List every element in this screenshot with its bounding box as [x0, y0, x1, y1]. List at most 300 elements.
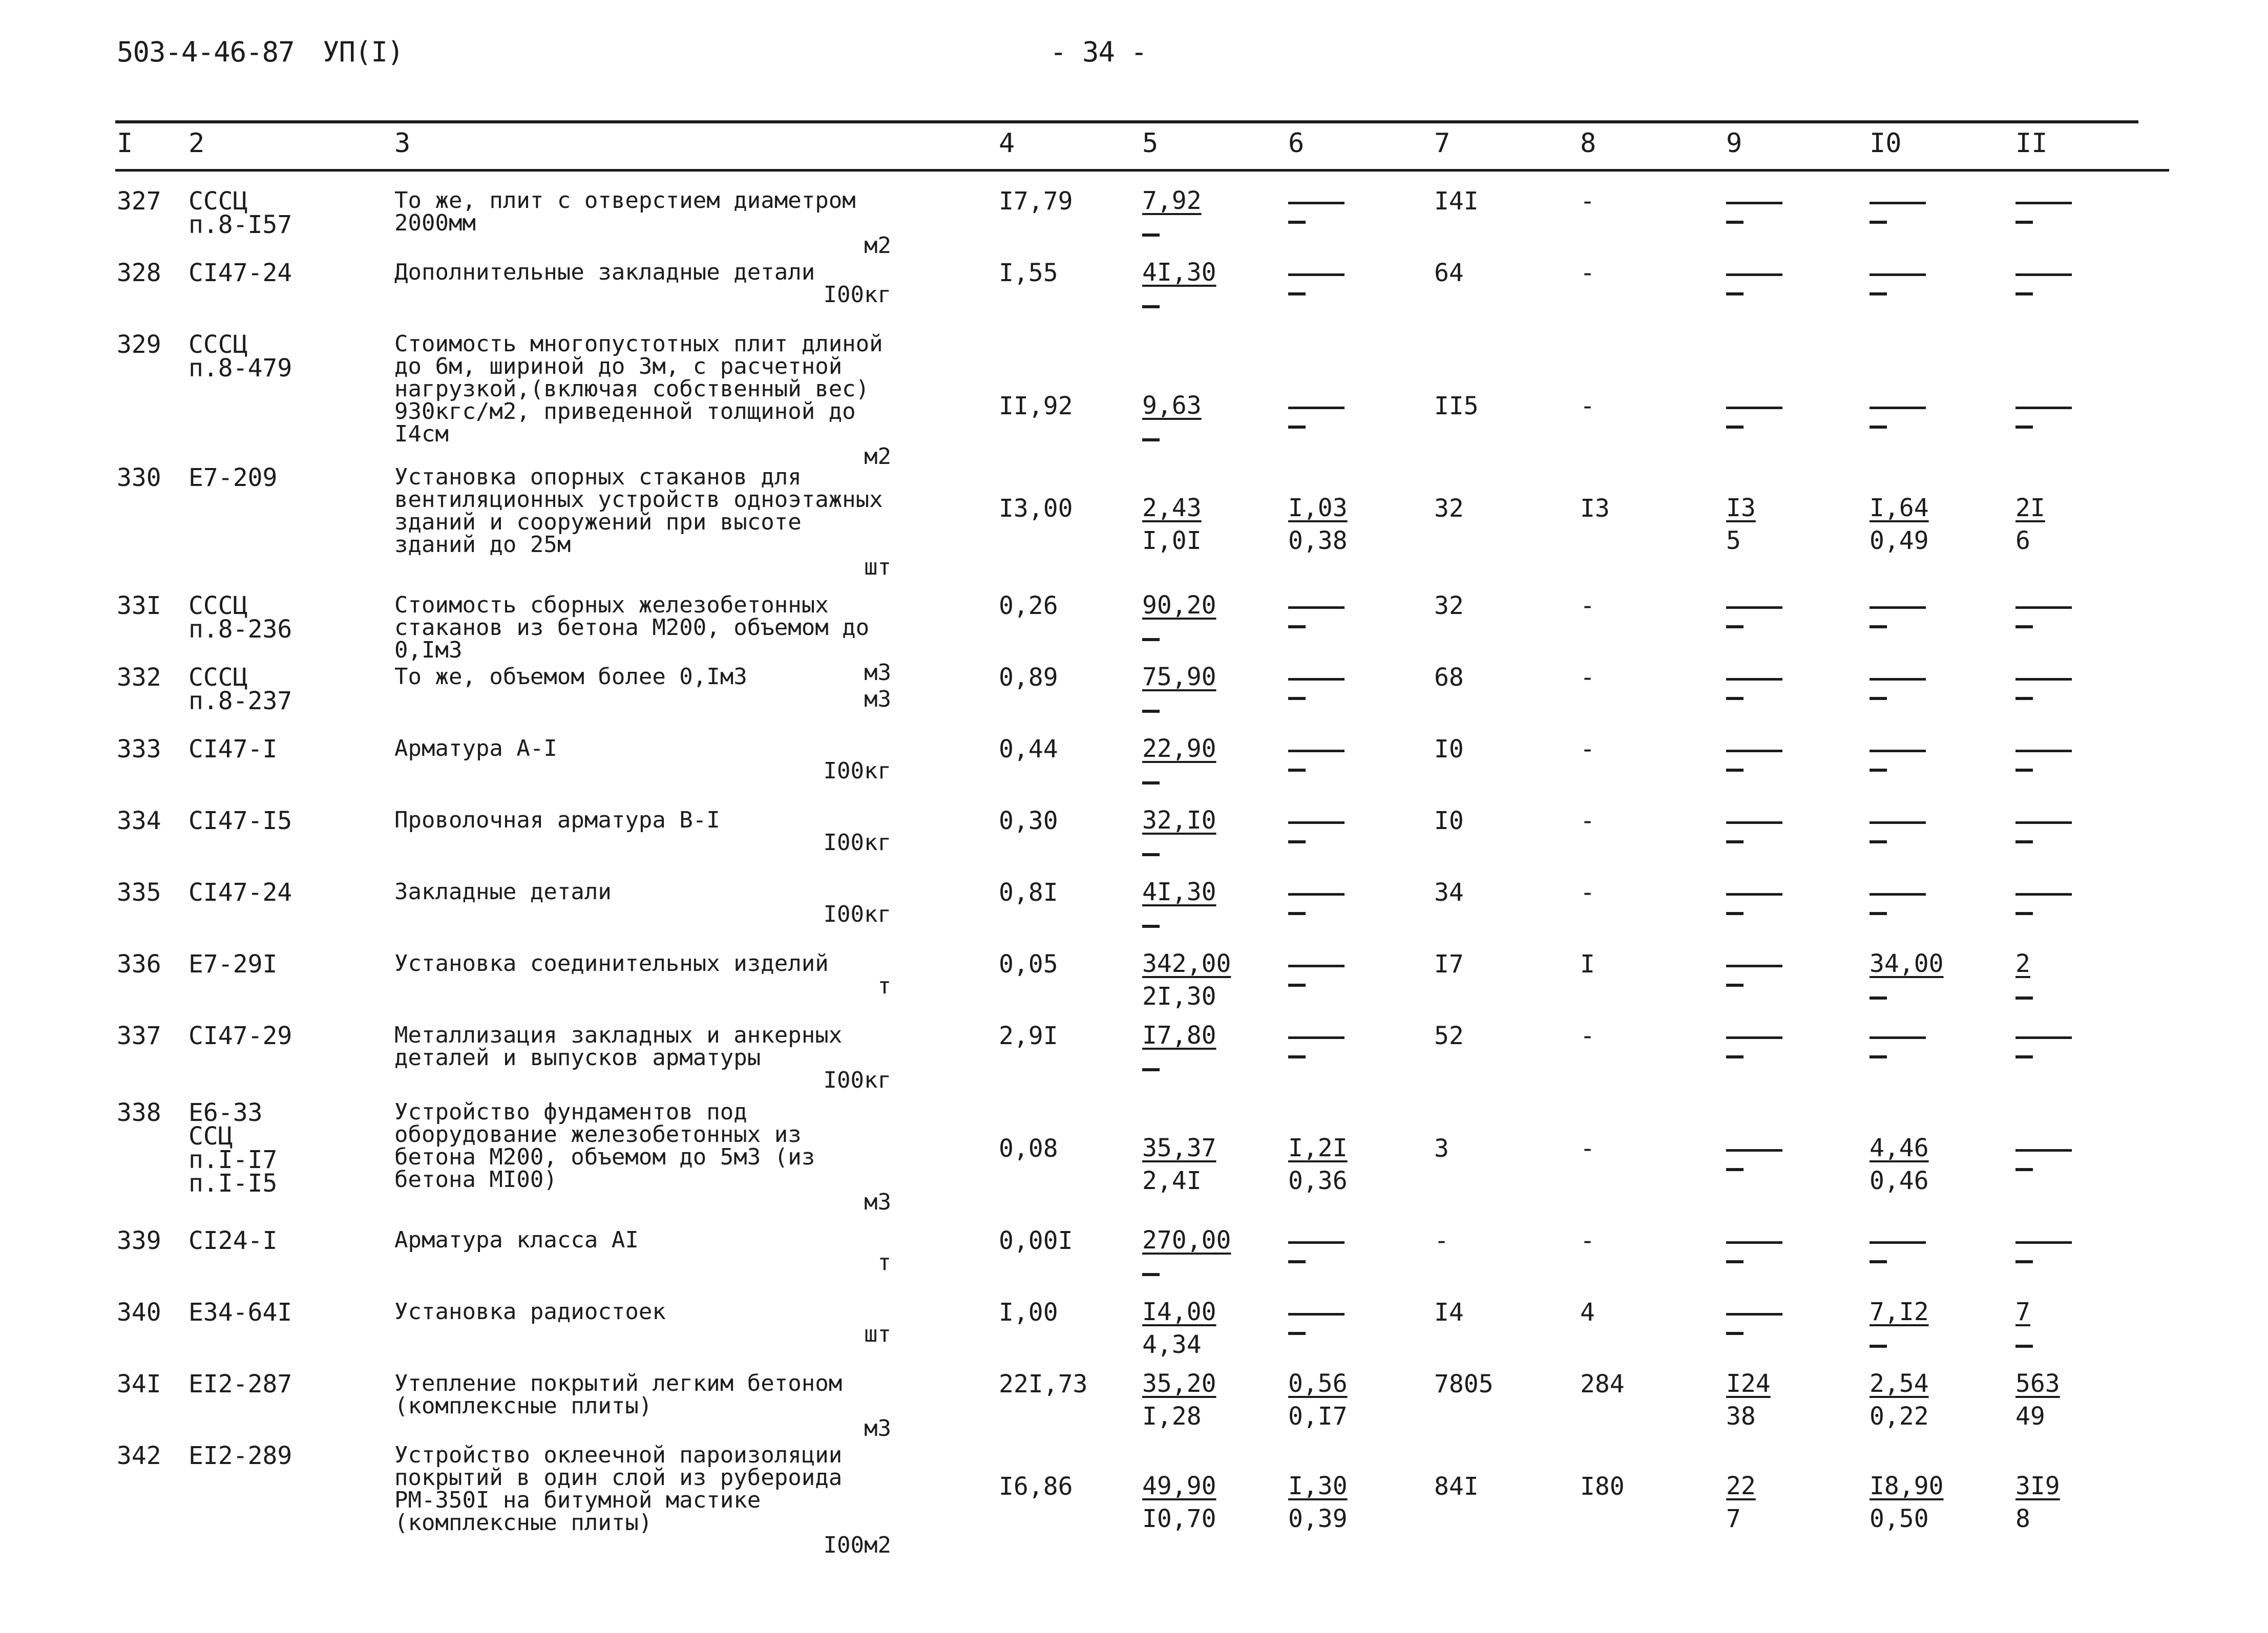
unit-cost-top: 22,90 — [1142, 734, 1216, 763]
wages-value: - — [1580, 663, 1595, 692]
machine-cost-bottom: 38 — [1726, 1402, 1756, 1431]
operation-cost-top — [1288, 389, 1345, 409]
unit-cost-top: 4I,30 — [1142, 258, 1216, 287]
total-labor — [2015, 256, 2072, 309]
description-text: Дополнительные закладные детали — [394, 259, 815, 285]
work-description — [394, 737, 896, 782]
machine-cost-top — [1726, 389, 1782, 409]
total-cost: 3 — [1434, 1134, 1449, 1163]
labor-cost-bottom — [1870, 896, 1926, 928]
total-labor — [2015, 1019, 2072, 1072]
machine-cost-top — [1726, 1296, 1782, 1316]
machine-cost-bottom — [1726, 276, 1782, 309]
measure-unit: м2 — [864, 443, 891, 470]
unit-cost-bottom — [1142, 908, 1216, 941]
unit-cost — [1142, 661, 1216, 726]
machine-cost — [1726, 1019, 1782, 1072]
work-description — [394, 466, 896, 579]
operation-cost — [1288, 184, 1345, 237]
rate-code: CI47-24 — [188, 878, 292, 907]
labor-cost — [1870, 804, 1926, 857]
labor-cost-bottom: 0,50 — [1870, 1504, 1929, 1533]
machine-cost-bottom — [1726, 609, 1782, 642]
machine-cost-bottom — [1726, 204, 1782, 237]
total-labor-bottom — [2015, 752, 2072, 785]
description-text: Установка радиостоек — [394, 1299, 666, 1325]
unit-cost-bottom: 2I,30 — [1142, 982, 1216, 1011]
unit-cost-bottom — [1142, 289, 1216, 322]
labor-cost — [1870, 1224, 1926, 1277]
machine-cost-bottom: 7 — [1726, 1504, 1741, 1533]
total-labor-bottom — [2015, 1039, 2072, 1072]
measure-unit: м3 — [864, 686, 891, 712]
operation-cost-top: 0,56 — [1288, 1369, 1348, 1398]
operation-cost — [1288, 256, 1345, 309]
operation-cost — [1288, 589, 1345, 642]
labor-cost-bottom — [1870, 204, 1926, 237]
column-number: 2 — [188, 128, 205, 159]
machine-cost-top — [1726, 1132, 1782, 1152]
labor-cost-top: 2,54 — [1870, 1369, 1929, 1398]
total-labor-bottom — [2015, 824, 2072, 857]
unit-cost — [1142, 947, 1231, 1013]
labor-cost — [1870, 876, 1926, 928]
machine-cost-top — [1726, 1224, 1782, 1244]
machine-cost — [1726, 661, 1782, 713]
quantity-value: I3,00 — [999, 494, 1073, 523]
operation-cost-bottom — [1288, 896, 1345, 928]
operation-cost-top — [1288, 947, 1345, 967]
operation-cost — [1288, 1132, 1348, 1197]
operation-cost-top: I,2I — [1288, 1134, 1348, 1162]
total-cost: 52 — [1434, 1022, 1464, 1050]
operation-cost-bottom: 0,36 — [1288, 1167, 1348, 1195]
total-labor-bottom — [2015, 1244, 2072, 1277]
description-text: Арматура класса АI — [394, 1227, 639, 1253]
wages-value: - — [1580, 187, 1595, 216]
wages-value: - — [1580, 1022, 1595, 1050]
total-cost: 32 — [1434, 591, 1464, 620]
machine-cost — [1726, 1132, 1782, 1184]
operation-cost — [1288, 1296, 1345, 1348]
unit-cost — [1142, 1367, 1216, 1433]
rate-code: Е34-64I — [188, 1298, 292, 1327]
labor-cost-bottom: 0,46 — [1870, 1167, 1929, 1195]
total-cost: 7805 — [1434, 1370, 1494, 1398]
labor-cost-bottom — [1870, 980, 1944, 1013]
rate-code: СССЦ п.8-479 — [188, 330, 292, 383]
unit-cost-top: 35,20 — [1142, 1369, 1216, 1398]
unit-cost-top: 342,00 — [1142, 949, 1231, 978]
total-labor-bottom — [2015, 609, 2072, 642]
unit-cost-top: 270,00 — [1142, 1226, 1231, 1255]
operation-cost-bottom — [1288, 752, 1345, 785]
unit-cost-top: 90,20 — [1142, 591, 1216, 620]
total-labor — [2015, 1296, 2062, 1361]
row-number: 334 — [117, 807, 161, 835]
total-labor — [2015, 876, 2072, 928]
row-number: 342 — [117, 1441, 161, 1470]
total-labor-bottom — [2015, 1152, 2072, 1184]
measure-unit: шт — [864, 554, 891, 580]
total-labor-top — [2015, 389, 2072, 409]
section-code: УП(I) — [323, 36, 404, 68]
wages-value: I — [1580, 950, 1595, 979]
row-number: 34I — [117, 1370, 161, 1398]
operation-cost-top — [1288, 184, 1345, 204]
machine-cost — [1726, 1224, 1782, 1277]
total-cost: I4 — [1434, 1298, 1464, 1327]
operation-cost-bottom — [1288, 409, 1345, 442]
description-text: Установка опорных стаканов для вентиляционных устройств одноэтажных зданий и сооружений при высоте зданий до 25м — [394, 464, 883, 558]
unit-cost-bottom — [1142, 765, 1216, 798]
quantity-value: 0,8I — [999, 878, 1058, 907]
total-cost: 84I — [1434, 1472, 1479, 1501]
row-number: 333 — [117, 735, 161, 764]
total-labor-bottom — [2015, 409, 2072, 442]
labor-cost-bottom — [1870, 681, 1926, 713]
operation-cost-bottom: 0,38 — [1288, 526, 1348, 555]
labor-cost-bottom — [1870, 752, 1926, 785]
labor-cost — [1870, 661, 1926, 713]
document-code: 503-4-46-87 — [117, 36, 295, 68]
description-text: Закладные детали — [394, 879, 612, 905]
labor-cost — [1870, 492, 1929, 557]
rate-code: Е7-29I — [188, 950, 278, 979]
measure-unit: м3 — [864, 1415, 891, 1441]
row-number: 33I — [117, 591, 161, 620]
work-description — [394, 261, 896, 306]
machine-cost — [1726, 256, 1782, 309]
quantity-value: 0,08 — [999, 1134, 1058, 1163]
total-labor — [2015, 947, 2062, 1013]
rate-code: CI47-I — [188, 735, 278, 764]
machine-cost-bottom — [1726, 681, 1782, 713]
machine-cost-top — [1726, 661, 1782, 681]
operation-cost-top — [1288, 1296, 1345, 1316]
total-labor — [2015, 661, 2072, 713]
rate-code: CI47-I5 — [188, 807, 292, 835]
machine-cost-top: I3 — [1726, 494, 1756, 522]
total-labor-top — [2015, 1224, 2072, 1244]
column-number: 8 — [1580, 128, 1597, 159]
rate-code: ЕI2-287 — [188, 1370, 292, 1398]
labor-cost-top — [1870, 389, 1926, 409]
page-number: - 34 - — [1050, 36, 1147, 68]
quantity-value: 0,89 — [999, 663, 1058, 692]
operation-cost-top — [1288, 1224, 1345, 1244]
total-labor-top: 7 — [2015, 1298, 2030, 1326]
total-labor-top — [2015, 256, 2072, 276]
quantity-value: I,55 — [999, 259, 1058, 287]
labor-cost-top: 34,00 — [1870, 949, 1944, 978]
total-labor-bottom — [2015, 204, 2072, 237]
labor-cost — [1870, 947, 1944, 1013]
description-text: Стоимость сборных железобетонных стаканов из бетона М200, объемом до 0,Iм3 — [394, 592, 870, 663]
machine-cost-bottom — [1726, 1152, 1782, 1184]
machine-cost-top — [1726, 947, 1782, 967]
labor-cost-top — [1870, 804, 1926, 824]
machine-cost-bottom — [1726, 967, 1782, 1000]
labor-cost — [1870, 1132, 1929, 1197]
description-text: Проволочная арматура В-I — [394, 807, 720, 833]
work-description — [394, 809, 896, 854]
wages-value: - — [1580, 878, 1595, 907]
labor-cost — [1870, 389, 1926, 442]
total-labor — [2015, 184, 2072, 237]
wages-value: 284 — [1580, 1370, 1625, 1398]
total-labor-top — [2015, 589, 2072, 609]
labor-cost-bottom — [1870, 609, 1926, 642]
work-description — [394, 189, 896, 257]
machine-cost-bottom: 5 — [1726, 526, 1741, 555]
operation-cost — [1288, 661, 1345, 713]
machine-cost — [1726, 804, 1782, 857]
operation-cost-bottom — [1288, 609, 1345, 642]
quantity-value: II,92 — [999, 392, 1073, 420]
labor-cost — [1870, 184, 1926, 237]
unit-cost — [1142, 492, 1202, 557]
labor-cost-bottom: 0,49 — [1870, 526, 1929, 555]
description-text: Утепление покрытий легким бетоном (комплексные плиты) — [394, 1370, 843, 1419]
labor-cost-bottom — [1870, 1244, 1926, 1277]
work-description — [394, 952, 896, 998]
unit-cost — [1142, 1296, 1216, 1361]
rate-code: Е7-209 — [188, 463, 278, 492]
unit-cost — [1142, 804, 1216, 869]
unit-cost — [1142, 184, 1202, 250]
total-labor-bottom — [2015, 980, 2062, 1013]
description-text: Установка соединительных изделий — [394, 950, 829, 977]
description-text: Устройство фундаментов под оборудование железобетонных из бетона М200, объемом до 5м3 (из бетона МI00) — [394, 1099, 815, 1193]
quantity-value: 0,44 — [999, 735, 1058, 764]
labor-cost-bottom — [1870, 409, 1926, 442]
machine-cost-top: 22 — [1726, 1472, 1756, 1500]
machine-cost — [1726, 589, 1782, 642]
unit-cost — [1142, 256, 1216, 322]
total-labor-top — [2015, 1019, 2072, 1039]
total-labor-bottom: 6 — [2015, 526, 2030, 555]
row-number: 337 — [117, 1022, 161, 1050]
row-number: 330 — [117, 463, 161, 492]
machine-cost — [1726, 492, 1772, 557]
measure-unit: т — [877, 1249, 891, 1276]
unit-cost — [1142, 1224, 1231, 1289]
operation-cost-top — [1288, 876, 1345, 896]
machine-cost-top — [1726, 589, 1782, 609]
labor-cost-top — [1870, 589, 1926, 609]
unit-cost-bottom — [1142, 422, 1202, 455]
total-cost: I7 — [1434, 950, 1464, 979]
operation-cost — [1288, 492, 1348, 557]
machine-cost-bottom — [1726, 752, 1782, 785]
description-text: Металлизация закладных и анкерных деталей и выпусков арматуры — [394, 1022, 843, 1071]
wages-value: I3 — [1580, 494, 1610, 523]
total-cost: I0 — [1434, 807, 1464, 835]
work-description — [394, 881, 896, 926]
work-description — [394, 1229, 896, 1274]
labor-cost-top — [1870, 256, 1926, 276]
operation-cost — [1288, 1367, 1348, 1433]
column-number: 3 — [394, 128, 411, 159]
quantity-value: I,00 — [999, 1298, 1058, 1327]
unit-cost-bottom: I0,70 — [1142, 1504, 1216, 1533]
machine-cost — [1726, 1296, 1782, 1348]
column-number: 6 — [1288, 128, 1305, 159]
machine-cost-top — [1726, 804, 1782, 824]
total-labor-top — [2015, 732, 2072, 752]
unit-cost-bottom: 4,34 — [1142, 1330, 1202, 1359]
row-number: 339 — [117, 1226, 161, 1255]
wages-value: I80 — [1580, 1472, 1625, 1501]
total-labor — [2015, 492, 2062, 557]
column-number: I0 — [1870, 128, 1902, 159]
quantity-value: 0,30 — [999, 807, 1058, 835]
total-labor-top — [2015, 1132, 2072, 1152]
machine-cost-bottom — [1726, 1244, 1782, 1277]
column-number: 5 — [1142, 128, 1159, 159]
total-labor — [2015, 804, 2072, 857]
unit-cost — [1142, 732, 1216, 798]
labor-cost-bottom — [1870, 1039, 1926, 1072]
column-number-row — [0, 128, 2268, 164]
unit-cost-top: 75,90 — [1142, 663, 1216, 691]
machine-cost — [1726, 184, 1782, 237]
row-number: 332 — [117, 663, 161, 692]
total-labor — [2015, 389, 2072, 442]
unit-cost-top: I7,80 — [1142, 1021, 1216, 1050]
operation-cost-bottom — [1288, 1316, 1345, 1348]
wages-value: - — [1580, 259, 1595, 287]
measure-unit: I00м2 — [823, 1532, 891, 1558]
labor-cost-top: 4,46 — [1870, 1134, 1929, 1162]
column-number: 7 — [1434, 128, 1451, 159]
unit-cost-top: 2,43 — [1142, 494, 1202, 522]
total-labor-bottom: 8 — [2015, 1504, 2030, 1533]
labor-cost — [1870, 256, 1926, 309]
unit-cost-top: 9,63 — [1142, 391, 1202, 420]
operation-cost-bottom — [1288, 1039, 1345, 1072]
unit-cost-bottom — [1142, 622, 1216, 654]
labor-cost — [1870, 1019, 1926, 1072]
total-labor-top — [2015, 661, 2072, 681]
machine-cost — [1726, 389, 1782, 442]
total-cost: 34 — [1434, 878, 1464, 907]
unit-cost-bottom — [1142, 1052, 1216, 1085]
machine-cost-bottom — [1726, 409, 1782, 442]
operation-cost-bottom — [1288, 967, 1345, 1000]
measure-unit: I00кг — [823, 1067, 891, 1093]
labor-cost — [1870, 732, 1926, 785]
wages-value: 4 — [1580, 1298, 1595, 1327]
operation-cost-bottom — [1288, 681, 1345, 713]
total-labor-top — [2015, 804, 2072, 824]
total-labor — [2015, 1132, 2072, 1184]
total-labor — [2015, 1470, 2062, 1535]
wages-value: - — [1580, 735, 1595, 764]
labor-cost-top: I8,90 — [1870, 1472, 1944, 1500]
machine-cost-bottom — [1726, 1039, 1782, 1072]
operation-cost — [1288, 804, 1345, 857]
measure-unit: т — [877, 973, 891, 999]
measure-unit: м3 — [864, 1189, 891, 1215]
labor-cost-top — [1870, 1019, 1926, 1039]
unit-cost — [1142, 876, 1216, 941]
measure-unit: I00кг — [823, 758, 891, 784]
work-description — [394, 1444, 896, 1557]
column-number: II — [2015, 128, 2048, 159]
unit-cost — [1142, 1019, 1216, 1085]
work-description — [394, 1101, 896, 1214]
labor-cost-bottom — [1870, 1328, 1929, 1361]
labor-cost-top — [1870, 661, 1926, 681]
wages-value: - — [1580, 807, 1595, 835]
machine-cost-top — [1726, 256, 1782, 276]
top-rule — [115, 120, 2138, 123]
unit-cost-bottom — [1142, 217, 1202, 250]
measure-unit: шт — [864, 1321, 891, 1347]
work-description — [394, 1372, 896, 1440]
machine-cost-bottom — [1726, 824, 1782, 857]
labor-cost-bottom — [1870, 276, 1926, 309]
work-description — [394, 1301, 896, 1346]
operation-cost-bottom — [1288, 1244, 1345, 1277]
total-cost: 64 — [1434, 259, 1464, 287]
total-cost: - — [1434, 1226, 1449, 1255]
total-cost: II5 — [1434, 392, 1479, 420]
rate-code: ЕI2-289 — [188, 1441, 292, 1470]
unit-cost-bottom: 2,4I — [1142, 1167, 1202, 1195]
work-description — [394, 333, 896, 468]
operation-cost-bottom: 0,39 — [1288, 1504, 1348, 1533]
operation-cost — [1288, 1019, 1345, 1072]
labor-cost-top — [1870, 876, 1926, 896]
measure-unit: I00кг — [823, 830, 891, 856]
operation-cost-top — [1288, 732, 1345, 752]
row-number: 327 — [117, 187, 161, 216]
total-labor-top: 3I9 — [2015, 1472, 2060, 1500]
total-labor — [2015, 1224, 2072, 1277]
unit-cost-bottom — [1142, 693, 1216, 726]
total-labor-top — [2015, 876, 2072, 896]
total-labor-bottom — [2015, 1328, 2062, 1361]
total-cost: I4I — [1434, 187, 1479, 216]
description-text: Арматура А-I — [394, 735, 557, 761]
rate-code: СССЦ п.8-I57 — [188, 187, 292, 239]
rate-code: Е6-33 ССЦ п.I-I7 п.I-I5 — [188, 1098, 278, 1198]
total-labor-top — [2015, 184, 2072, 204]
operation-cost-top — [1288, 256, 1345, 276]
machine-cost-top — [1726, 732, 1782, 752]
operation-cost-top — [1288, 589, 1345, 609]
unit-cost — [1142, 1470, 1216, 1535]
total-cost: 32 — [1434, 494, 1464, 523]
quantity-value: 0,00I — [999, 1226, 1073, 1255]
wages-value: - — [1580, 392, 1595, 420]
unit-cost-top: 32,I0 — [1142, 806, 1216, 835]
total-labor — [2015, 732, 2072, 785]
operation-cost-top — [1288, 804, 1345, 824]
operation-cost-top: I,30 — [1288, 1472, 1348, 1500]
measure-unit: м3 — [864, 660, 891, 686]
rate-code: CI47-24 — [188, 259, 292, 287]
unit-cost — [1142, 589, 1216, 654]
labor-cost-top — [1870, 184, 1926, 204]
total-labor-top: 2 — [2015, 949, 2030, 978]
labor-cost — [1870, 1296, 1929, 1361]
unit-cost — [1142, 1132, 1216, 1197]
machine-cost — [1726, 1367, 1772, 1433]
